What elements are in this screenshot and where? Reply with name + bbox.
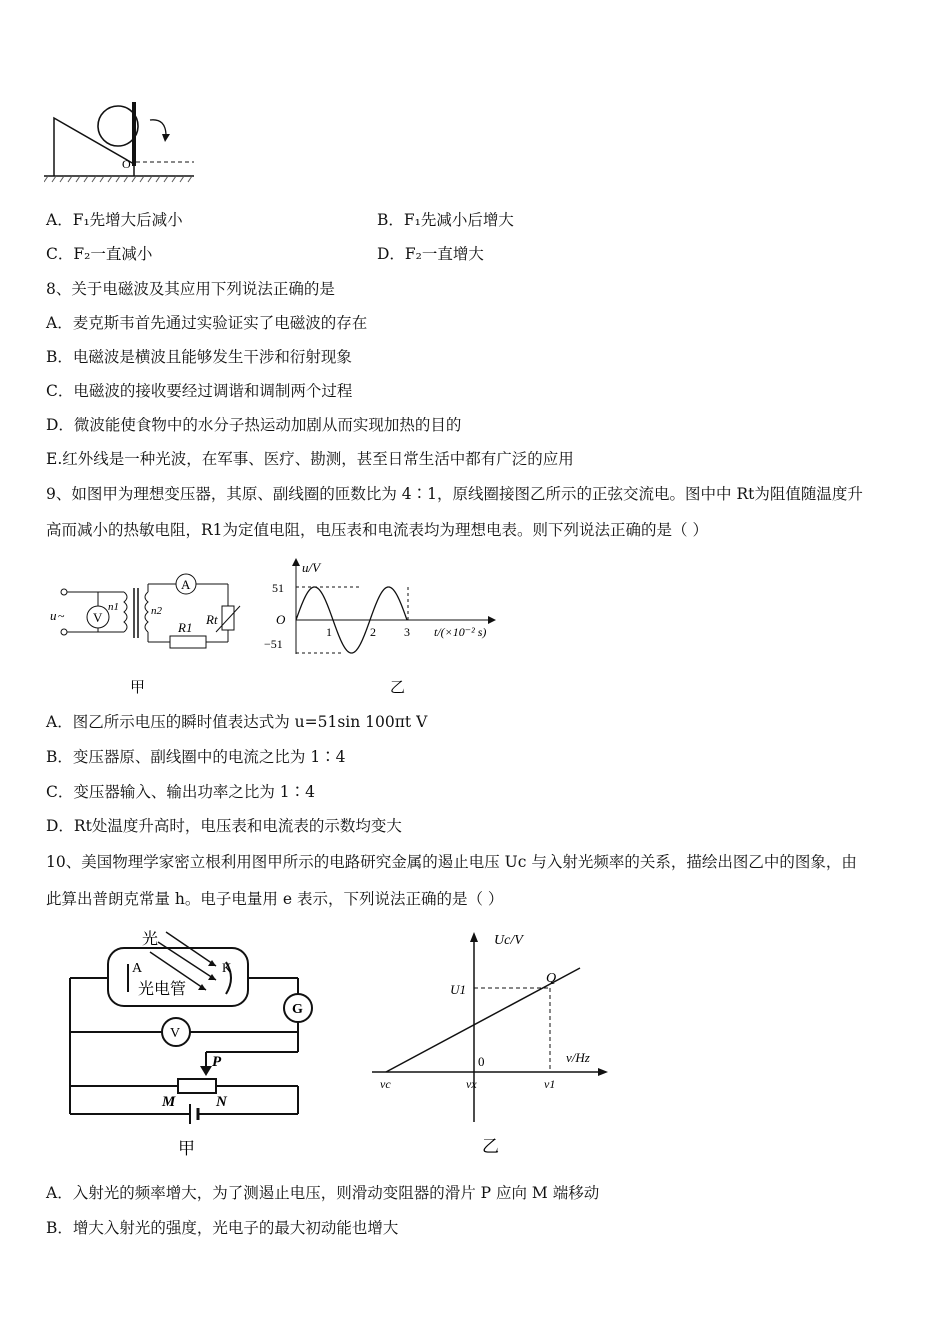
q10-yi-xlabel: ν/Hz	[566, 1050, 590, 1065]
q9-jia-R1: R1	[178, 620, 193, 635]
q9-yi-xtick-1: 1	[326, 625, 332, 639]
q10-jia-anode-A: A	[132, 961, 143, 976]
q8-stem: 8、关于电磁波及其应用下列说法正确的是	[46, 280, 335, 298]
q10-yi-origin: 0	[478, 1054, 485, 1069]
q7-option-c: C．F₂一直减小	[46, 245, 153, 263]
q9-stem-line2: 高而减小的热敏电阻，R1为定值电阻，电压表和电流表均为理想电表。则下列说法正确的是（ ）	[46, 521, 708, 539]
q9-yi-xtick-3: 3	[404, 625, 410, 639]
q10-jia-galvanometer: G	[292, 1002, 303, 1017]
q8-option-e: E.红外线是一种光波，在军事、医疗、勘测，甚至日常生活中都有广泛的应用	[46, 450, 574, 468]
q10-yi-nu-1: ν1	[544, 1077, 556, 1091]
q9-jia-Rt: Rt	[206, 612, 218, 627]
q9-yi-origin: O	[276, 612, 286, 627]
q7-option-d: D．F₂一直增大	[377, 245, 484, 263]
q8-option-d: D．微波能使食物中的水分子热运动加剧从而实现加热的目的	[46, 416, 462, 434]
q10-stem-line2: 此算出普朗克常量 h。电子电量用 e 表示，下列说法正确的是（ ）	[46, 890, 504, 908]
q9-figure-jia	[48, 570, 248, 700]
q10-option-b: B．增大入射光的强度，光电子的最大初动能也增大	[46, 1219, 399, 1237]
q9-jia-caption: 甲	[130, 680, 146, 696]
q9-yi-xtick-2: 2	[370, 625, 376, 639]
q9-jia-tilde: ~	[58, 609, 65, 623]
q10-yi-ylabel: Uc/V	[494, 933, 523, 948]
q10-jia-light-label: 光	[142, 931, 159, 948]
q9-yi-caption: 乙	[390, 680, 406, 696]
q10-yi-nu-x: νx	[466, 1077, 477, 1091]
q10-jia-cathode-K: K	[222, 960, 232, 975]
q10-jia-end-N: N	[216, 1094, 227, 1110]
q9-jia-voltmeter: V	[93, 610, 103, 625]
q9-option-a: A．图乙所示电压的瞬时值表达式为 u=51sin 100πt V	[46, 713, 428, 731]
q9-yi-ytick-pos: 51	[272, 581, 284, 595]
q7-option-b: B．F₁先减小后增大	[377, 211, 514, 229]
q10-jia-slider-P: P	[212, 1054, 222, 1070]
q10-yi-U1: U1	[450, 982, 466, 997]
q9-jia-n1: n1	[108, 601, 119, 613]
q7-figure	[44, 96, 204, 186]
q9-yi-ylabel: u/V	[302, 560, 321, 575]
q9-jia-u: u	[50, 608, 57, 623]
q10-jia-end-M: M	[162, 1094, 176, 1110]
q9-option-d: D．Rt处温度升高时，电压表和电流表的示数均变大	[46, 817, 402, 835]
q10-figure-jia	[66, 928, 326, 1160]
q8-option-b: B．电磁波是横波且能够发生干涉和衍射现象	[46, 348, 352, 366]
q10-yi-point-Q: Q	[546, 971, 557, 986]
q9-yi-ytick-neg: −51	[264, 637, 283, 651]
q10-yi-caption: 乙	[482, 1137, 499, 1156]
q10-stem-line1: 10、美国物理学家密立根利用图甲所示的电路研究金属的遏止电压 Uc 与入射光频率的关系，描绘出图乙中的图象，由	[46, 853, 857, 871]
q9-figure-yi	[258, 558, 528, 698]
q8-option-c: C．电磁波的接收要经过调谐和调制两个过程	[46, 382, 353, 400]
q10-yi-nu-c: νc	[380, 1077, 391, 1091]
q9-option-c: C．变压器输入、输出功率之比为 1∶4	[46, 783, 316, 801]
q9-stem-line1: 9、如图甲为理想变压器，其原、副线圈的匝数比为 4∶1，原线圈接图乙所示的正弦交流电。图中中 Rt为阻值随温度升	[46, 485, 863, 503]
q10-figure-yi	[362, 922, 622, 1162]
q8-option-a: A．麦克斯韦首先通过实验证实了电磁波的存在	[46, 314, 368, 332]
q9-jia-n2: n2	[151, 605, 162, 617]
q9-yi-xlabel: t/(×10⁻² s)	[434, 625, 487, 639]
q9-option-b: B．变压器原、副线圈中的电流之比为 1∶4	[46, 748, 346, 766]
q9-jia-ammeter: A	[181, 577, 191, 592]
q7-option-a: A．F₁先增大后减小	[46, 211, 183, 229]
q10-jia-caption: 甲	[178, 1139, 195, 1158]
q10-jia-voltmeter: V	[170, 1026, 181, 1041]
q10-option-a: A．入射光的频率增大，为了测遏止电压，则滑动变阻器的滑片 P 应向 M 端移动	[46, 1184, 600, 1202]
q7-figure-label-O: O	[122, 157, 131, 171]
q10-jia-tube-label: 光电管	[138, 981, 187, 998]
